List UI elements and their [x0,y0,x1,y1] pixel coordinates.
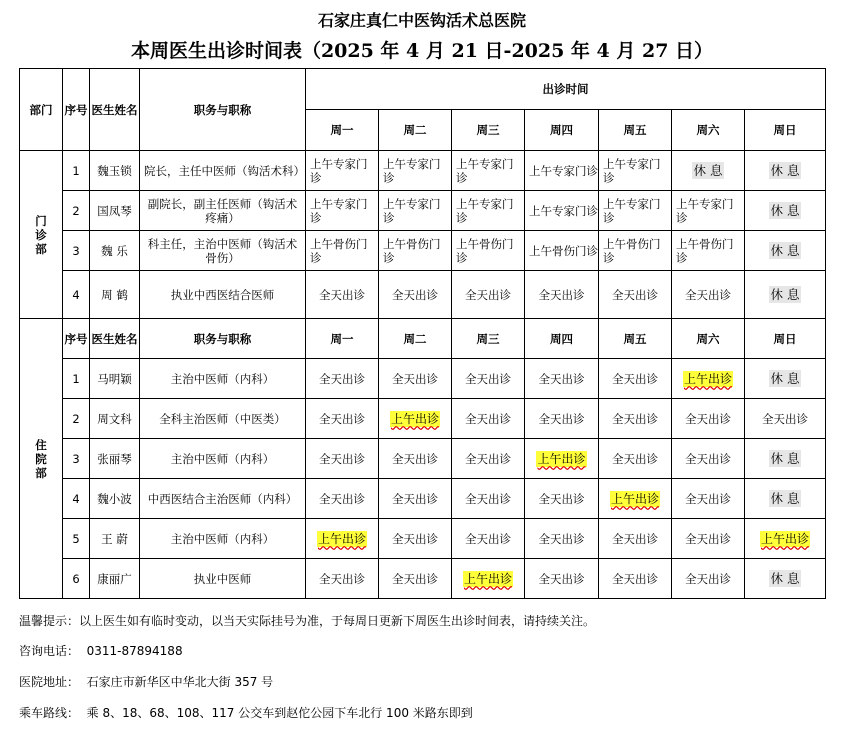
row-number: 5 [63,519,90,559]
schedule-cell [379,191,452,231]
schedule-text: 上午出诊 [760,531,809,546]
schedule-text: 上午专家门诊 [383,196,441,225]
schedule-text: 全天出诊 [612,371,658,386]
schedule-cell [452,479,525,519]
dept-label [20,319,63,599]
schedule-text: 全天出诊 [538,571,585,586]
schedule-cell [745,559,826,599]
dept-name: 门诊部 [35,213,47,256]
phone-text: 咨询电话： 0311-87894188 [19,644,183,658]
schedule-text: 全天出诊 [392,371,438,386]
schedule-cell [379,519,452,559]
schedule-text: 上午专家门诊 [529,203,598,218]
schedule-text: 上午专家门诊 [456,196,514,225]
schedule-cell [452,519,525,559]
doctor-title: 主治中医师（内科） [140,519,306,559]
schedule-cell [306,559,379,599]
schedule-text: 全天出诊 [319,287,365,302]
schedule-cell [379,439,452,479]
schedule-text: 全天出诊 [685,451,731,466]
schedule-text: 全天出诊 [612,411,658,426]
doctor-row [20,191,826,231]
schedule-cell [379,399,452,439]
schedule-text: 全天出诊 [538,411,585,426]
schedule-cell [599,271,672,319]
schedule-cell [672,231,745,271]
schedule-text: 全天出诊 [612,287,658,302]
schedule-cell [525,191,599,231]
doctor-row [20,359,826,399]
header-day: 周一 [306,110,379,151]
schedule-text: 全天出诊 [538,287,585,302]
doctor-name: 马明颖 [90,359,140,399]
schedule-text: 上午出诊 [537,451,586,466]
doctor-title: 主治中医师（内科） [140,439,306,479]
schedule-cell [672,359,745,399]
schedule-text: 全天出诊 [538,491,585,506]
schedule-text: 全天出诊 [465,371,511,386]
header-dept: 部门 [20,69,63,151]
schedule-text: 全天出诊 [465,451,511,466]
doctor-row [20,439,826,479]
schedule-cell [452,359,525,399]
schedule-text: 上午专家门诊 [456,156,514,185]
schedule-cell [379,479,452,519]
schedule-text: 上午专家门诊 [310,196,368,225]
doctor-title: 全科主治医师（中医类） [140,399,306,439]
schedule-cell [379,151,452,191]
row-number: 1 [63,359,90,399]
schedule-text: 全天出诊 [319,451,365,466]
schedule-cell [379,559,452,599]
schedule-text: 上午专家门诊 [603,156,661,185]
doctor-title: 中西医结合主治医师（内科） [140,479,306,519]
row-number: 3 [63,439,90,479]
rest-label: 休 息 [770,450,800,466]
doctor-title: 执业中医师 [140,559,306,599]
schedule-cell [745,271,826,319]
header-title: 职务与职称 [140,69,306,151]
schedule-text: 全天出诊 [762,411,808,426]
rest-label: 休 息 [770,490,800,506]
schedule-text: 全天出诊 [685,411,731,426]
schedule-cell [306,231,379,271]
schedule-cell [452,231,525,271]
header-day: 周六 [672,319,745,359]
schedule-text: 全天出诊 [685,287,731,302]
schedule-text: 上午出诊 [610,491,659,506]
schedule-cell [525,151,599,191]
schedule-text: 全天出诊 [465,531,511,546]
schedule-text: 上午专家门诊 [529,163,598,178]
schedule-cell [599,479,672,519]
schedule-text: 全天出诊 [465,287,511,302]
doctor-row [20,271,826,319]
rest-label: 休 息 [770,370,800,386]
doctor-row [20,479,826,519]
schedule-text: 上午专家门诊 [676,196,734,225]
schedule-cell [379,359,452,399]
schedule-cell [672,559,745,599]
header-day: 周四 [525,319,599,359]
schedule-text: 上午骨伤门诊 [529,243,598,258]
rest-label: 休 息 [770,242,800,258]
schedule-text: 全天出诊 [538,371,585,386]
schedule-cell [599,399,672,439]
schedule-cell [306,479,379,519]
schedule-text: 全天出诊 [319,411,365,426]
schedule-cell [599,439,672,479]
header-title: 职务与职称 [140,319,306,359]
schedule-cell [379,231,452,271]
doctor-row [20,559,826,599]
header-no: 序号 [63,69,90,151]
rest-label: 休 息 [693,162,723,178]
schedule-cell [306,191,379,231]
schedule-text: 全天出诊 [319,371,365,386]
row-number: 6 [63,559,90,599]
schedule-text: 上午骨伤门诊 [676,236,734,265]
row-number: 2 [63,191,90,231]
doctor-name: 周文科 [90,399,140,439]
section-header-row [20,319,826,359]
notice-text: 温馨提示：以上医生如有临时变动，以当天实际挂号为准，于每周日更新下周医生出诊时间表，请持续关注。 [19,614,596,628]
dept-label [20,151,63,319]
schedule-table [19,68,826,599]
header-day: 周日 [745,319,826,359]
schedule-cell [672,399,745,439]
schedule-text: 上午出诊 [317,531,366,546]
doctor-name: 张丽琴 [90,439,140,479]
schedule-text: 全天出诊 [319,491,365,506]
schedule-text: 全天出诊 [685,491,731,506]
schedule-text: 全天出诊 [319,571,365,586]
doctor-name: 国凤琴 [90,191,140,231]
schedule-cell [672,151,745,191]
schedule-text: 上午骨伤门诊 [310,236,368,265]
schedule-cell [525,399,599,439]
header-schedule: 出诊时间 [306,69,826,110]
doctor-name: 魏 乐 [90,231,140,271]
schedule-cell [599,231,672,271]
header-no: 序号 [63,319,90,359]
schedule-cell [525,519,599,559]
header-name: 医生姓名 [90,319,140,359]
schedule-text: 上午出诊 [390,411,439,426]
schedule-cell [452,559,525,599]
doctor-title: 副院长，副主任医师（钩活术 疼痛） [140,191,306,231]
schedule-cell [672,479,745,519]
row-number: 2 [63,399,90,439]
schedule-text: 全天出诊 [612,451,658,466]
header-day: 周二 [379,319,452,359]
schedule-cell [745,519,826,559]
schedule-text: 全天出诊 [612,531,658,546]
schedule-text: 全天出诊 [392,531,438,546]
schedule-text: 上午专家门诊 [310,156,368,185]
schedule-cell [745,479,826,519]
header-name: 医生姓名 [90,69,140,151]
schedule-cell [306,271,379,319]
schedule-cell [599,151,672,191]
header-day: 周四 [525,110,599,151]
row-number: 1 [63,151,90,191]
schedule-text: 上午骨伤门诊 [603,236,661,265]
doctor-row [20,519,826,559]
schedule-cell [306,519,379,559]
schedule-cell [672,191,745,231]
schedule-cell [525,439,599,479]
schedule-cell [525,559,599,599]
hospital-name: 石家庄真仁中医钩活术总医院 [317,11,526,30]
schedule-text: 全天出诊 [392,287,438,302]
schedule-cell [525,271,599,319]
schedule-text: 上午出诊 [683,371,732,386]
row-number: 4 [63,479,90,519]
doctor-row [20,399,826,439]
schedule-cell [452,399,525,439]
doctor-row [20,231,826,271]
schedule-text: 全天出诊 [465,491,511,506]
doctor-title: 院长，主任中医师（钩活术科） [140,151,306,191]
schedule-text: 全天出诊 [538,531,585,546]
schedule-cell [599,519,672,559]
schedule-cell [452,271,525,319]
doctor-title: 执业中西医结合医师 [140,271,306,319]
schedule-cell [306,151,379,191]
schedule-cell [672,439,745,479]
route-text: 乘车路线： 乘 8、18、68、108、117 公交车到赵佗公园下车北行 100 米路东即到 [19,706,473,720]
schedule-cell [745,399,826,439]
schedule-cell [525,479,599,519]
schedule-cell [745,359,826,399]
doctor-name: 康丽广 [90,559,140,599]
header-day: 周日 [745,110,826,151]
schedule-text: 全天出诊 [465,411,511,426]
doctor-name: 王 蔚 [90,519,140,559]
schedule-text: 上午出诊 [463,571,512,586]
schedule-cell [745,439,826,479]
doctor-row [20,151,826,191]
schedule-text: 上午骨伤门诊 [383,236,441,265]
doctor-name: 魏小波 [90,479,140,519]
schedule-cell [745,191,826,231]
row-number: 4 [63,271,90,319]
doctor-name: 魏玉锁 [90,151,140,191]
schedule-text: 上午专家门诊 [383,156,441,185]
schedule-cell [452,439,525,479]
header-day: 周三 [452,319,525,359]
schedule-text: 上午专家门诊 [603,196,661,225]
schedule-cell [599,559,672,599]
schedule-text: 全天出诊 [392,571,438,586]
address-text: 医院地址： 石家庄市新华区中华北大街 357 号 [19,675,274,689]
schedule-text: 全天出诊 [612,571,658,586]
schedule-cell [306,399,379,439]
header-day: 周六 [672,110,745,151]
row-number: 3 [63,231,90,271]
schedule-cell [306,359,379,399]
header-day: 周五 [599,319,672,359]
schedule-cell [525,359,599,399]
rest-label: 休 息 [770,286,800,302]
page-title: 本周医生出诊时间表（2025 年 4 月 21 日-2025 年 4 月 27 日） [130,40,714,62]
doctor-title: 科主任，主治中医师（钩活术骨伤） [140,231,306,271]
schedule-text: 全天出诊 [392,491,438,506]
header-day: 周二 [379,110,452,151]
schedule-cell [525,231,599,271]
schedule-cell [379,271,452,319]
schedule-text: 全天出诊 [392,451,438,466]
schedule-cell [599,359,672,399]
schedule-cell [452,151,525,191]
schedule-cell [745,231,826,271]
header-row [20,69,826,110]
rest-label: 休 息 [770,202,800,218]
schedule-cell [599,191,672,231]
header-day: 周三 [452,110,525,151]
header-day: 周五 [599,110,672,151]
schedule-text: 上午骨伤门诊 [456,236,514,265]
schedule-text: 全天出诊 [685,571,731,586]
schedule-cell [745,151,826,191]
rest-label: 休 息 [770,162,800,178]
schedule-cell [672,271,745,319]
schedule-cell [672,519,745,559]
schedule-cell [306,439,379,479]
dept-name: 住院部 [35,437,47,480]
rest-label: 休 息 [770,570,800,586]
schedule-cell [452,191,525,231]
schedule-text: 全天出诊 [685,531,731,546]
header-day: 周一 [306,319,379,359]
doctor-name: 周 鹤 [90,271,140,319]
doctor-title: 主治中医师（内科） [140,359,306,399]
